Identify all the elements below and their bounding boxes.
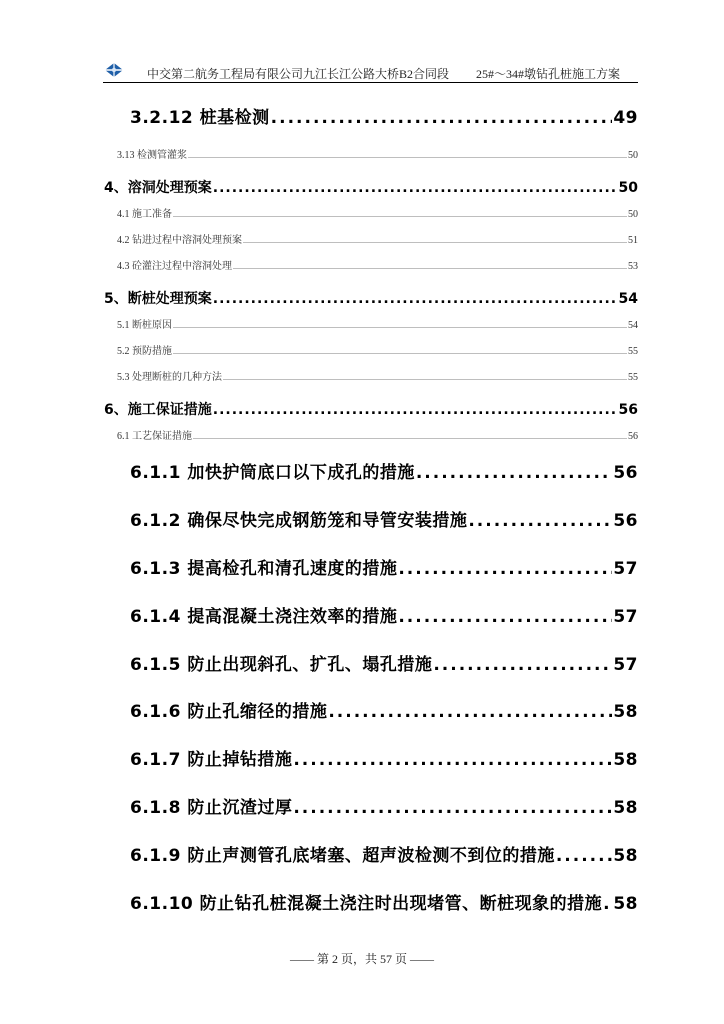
header-company: 中交第二航务工程局有限公司九江长江公路大桥B2合同段 xyxy=(147,67,450,81)
toc-entry-label: 6、施工保证措施 xyxy=(104,402,212,418)
toc-entry-3-2-12[interactable] xyxy=(130,103,638,128)
toc-entry-page: 54 xyxy=(618,291,638,307)
toc-entry-page: 55 xyxy=(628,372,638,383)
toc-entry-page: 50 xyxy=(628,150,638,161)
toc-entry-5[interactable] xyxy=(104,288,638,308)
toc-entry-page: 55 xyxy=(628,346,638,357)
toc-entry-6-1-9[interactable] xyxy=(130,841,638,866)
toc-entry-label: 6.1.6 防止孔缩径的措施 xyxy=(130,702,328,722)
toc-entry-6-1-2[interactable] xyxy=(130,506,638,531)
toc-entry-page: 57 xyxy=(613,559,638,579)
toc-entry-4-2[interactable] xyxy=(117,231,638,246)
toc-entry-label: 5.2 预防措施 xyxy=(117,346,172,357)
toc-entry-page: 58 xyxy=(613,702,638,722)
toc-entry-page: 51 xyxy=(628,235,638,246)
toc-entry-6-1-6[interactable] xyxy=(130,697,638,722)
toc-entry-6-1-1[interactable] xyxy=(130,458,638,483)
toc-entry-page: 50 xyxy=(618,180,638,196)
toc-entry-label: 6.1.8 防止沉渣过厚 xyxy=(130,798,293,818)
toc-entry-4-3[interactable] xyxy=(117,257,638,272)
toc-entry-6-1-8[interactable] xyxy=(130,793,638,818)
toc-entry-label: 6.1 工艺保证措施 xyxy=(117,431,192,442)
toc-entry-page: 50 xyxy=(628,209,638,220)
toc-entry-label: 6.1.10 防止钻孔桩混凝土浇注时出现堵管、断桩现象的措施 xyxy=(130,894,603,914)
toc-entry-label: 6.1.4 提高混凝土浇注效率的措施 xyxy=(130,607,398,627)
toc-entry-page: 58 xyxy=(613,846,638,866)
header-doc-title: 25#～34#墩钻孔桩施工方案 xyxy=(476,67,621,81)
toc-entry-label: 5、断桩处理预案 xyxy=(104,291,212,307)
toc-entry-5-3[interactable] xyxy=(117,368,638,383)
toc-entry-page: 57 xyxy=(613,655,638,675)
toc-entry-label: 6.1.5 防止出现斜孔、扩孔、塌孔措施 xyxy=(130,655,433,675)
toc-entry-label: 4、溶洞处理预案 xyxy=(104,180,212,196)
toc-entry-5-1[interactable] xyxy=(117,316,638,331)
company-logo-icon xyxy=(103,62,125,78)
page-header xyxy=(103,60,638,83)
toc-entry-label: 3.2.12 桩基检测 xyxy=(130,108,270,128)
toc-entry-page: 53 xyxy=(628,261,638,272)
toc-entry-4[interactable] xyxy=(104,177,638,197)
toc-entry-label: 6.1.3 提高检孔和清孔速度的措施 xyxy=(130,559,398,579)
toc-entry-6-1-5[interactable] xyxy=(130,650,638,675)
toc-entry-page: 56 xyxy=(613,463,638,483)
toc-entry-label: 6.1.2 确保尽快完成钢筋笼和导管安装措施 xyxy=(130,511,468,531)
toc-entry-page: 58 xyxy=(613,798,638,818)
toc-entry-label: 4.3 砼灌注过程中溶洞处理 xyxy=(117,261,232,272)
page-footer: —— 第 2 页，共 57 页 —— xyxy=(289,952,434,966)
toc-entry-3-13[interactable] xyxy=(117,146,638,161)
toc-entry-page: 58 xyxy=(613,750,638,770)
toc-entry-6-1-3[interactable] xyxy=(130,554,638,579)
toc-entry-6-1-10[interactable] xyxy=(130,889,638,914)
toc-entry-page: 56 xyxy=(613,511,638,531)
toc-entry-4-1[interactable] xyxy=(117,205,638,220)
toc-entry-page: 54 xyxy=(628,320,638,331)
toc-entry-page: 57 xyxy=(613,607,638,627)
toc-entry-6-1-4[interactable] xyxy=(130,602,638,627)
toc-entry-5-2[interactable] xyxy=(117,342,638,357)
toc-entry-6[interactable] xyxy=(104,399,638,419)
toc-entry-page: 56 xyxy=(628,431,638,442)
toc-entry-page: 56 xyxy=(618,402,638,418)
toc-entry-page: 58 xyxy=(613,894,638,914)
toc-entry-label: 5.1 断桩原因 xyxy=(117,320,172,331)
toc-entry-label: 4.2 钻进过程中溶洞处理预案 xyxy=(117,235,242,246)
toc-entry-label: 4.1 施工准备 xyxy=(117,209,172,220)
toc-entry-label: 6.1.7 防止掉钻措施 xyxy=(130,750,293,770)
toc-entry-6-1[interactable] xyxy=(117,427,638,442)
toc-entry-label: 3.13 检测管灌浆 xyxy=(117,150,187,161)
toc-entry-label: 6.1.9 防止声测管孔底堵塞、超声波检测不到位的措施 xyxy=(130,846,555,866)
toc-entry-6-1-7[interactable] xyxy=(130,745,638,770)
toc-entry-label: 5.3 处理断桩的几种方法 xyxy=(117,372,222,383)
toc-entry-page: 49 xyxy=(613,108,638,128)
toc-entry-label: 6.1.1 加快护筒底口以下成孔的措施 xyxy=(130,463,415,483)
